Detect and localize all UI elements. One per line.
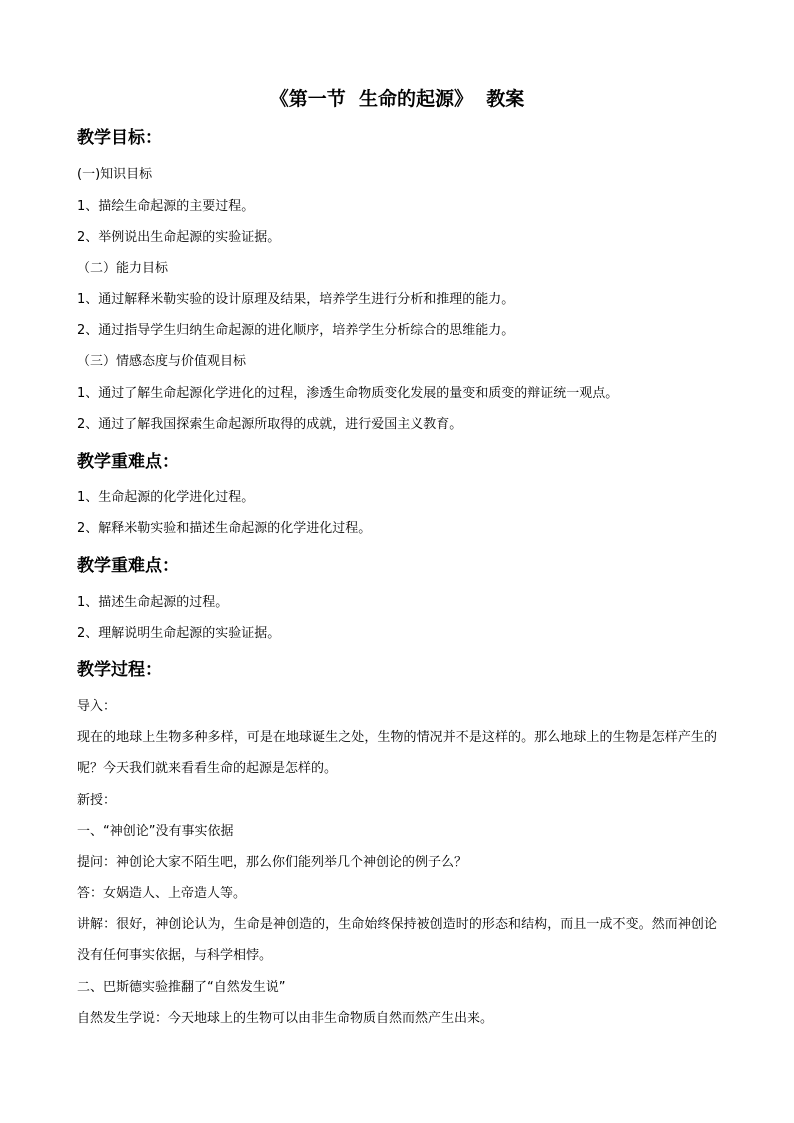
section-creationism: 一、“神创论”没有事实依据 — [77, 824, 234, 839]
explanation-paragraph: 讲解：很好，神创论认为，生命是神创造的，生命始终保持被创造时的形态和结构，而且一成不变。然而神创论没有任何事实依据，与科学相悖。 — [77, 917, 717, 963]
knowledge-goal-item: 1、描绘生命起源的主要过程。 — [77, 199, 255, 214]
heading-difficult-points: 教学重难点： — [77, 556, 179, 576]
question-paragraph: 提问：神创论大家不陌生吧，那么你们能列举几个神创论的例子么？ — [77, 855, 468, 870]
difficult-point-item: 2、理解说明生命起源的实验证据。 — [77, 626, 281, 641]
answer-paragraph: 答：女娲造人、上帝造人等。 — [77, 886, 247, 901]
intro-label: 导入： — [77, 699, 117, 714]
emotion-goal-item: 2、通过了解我国探索生命起源所取得的成就，进行爱国主义教育。 — [77, 417, 463, 432]
knowledge-goal-item: 2、举例说出生命起源的实验证据。 — [77, 230, 281, 245]
key-point-item: 2、解释米勒实验和描述生命起源的化学进化过程。 — [77, 521, 372, 536]
emotion-goal-item: 1、通过了解生命起源化学进化的过程，渗透生命物质变化发展的量变和质变的辩证统一观点。 — [77, 386, 619, 401]
section-pasteur-experiment: 二、巴斯德实验推翻了“自然发生说” — [77, 980, 286, 995]
ability-goal-item: 2、通过指导学生归纳生命起源的进化顺序，培养学生分析综合的思维能力。 — [77, 323, 515, 338]
document-title: 《第一节 生命的起源》 教案 — [269, 88, 525, 110]
knowledge-goals-label: (一)知识目标 — [77, 167, 153, 182]
key-point-item: 1、生命起源的化学进化过程。 — [77, 490, 255, 505]
heading-teaching-goals: 教学目标： — [77, 128, 162, 148]
ability-goals-label: （二）能力目标 — [77, 261, 169, 276]
new-lesson-label: 新授： — [77, 793, 117, 808]
ability-goal-item: 1、通过解释米勒实验的设计原理及结果，培养学生进行分析和推理的能力。 — [77, 292, 515, 307]
difficult-point-item: 1、描述生命起源的过程。 — [77, 595, 229, 610]
spontaneous-generation-paragraph: 自然发生学说：今天地球上的生物可以由非生命物质自然而然产生出来。 — [77, 1011, 494, 1026]
heading-key-points: 教学重难点： — [77, 452, 179, 472]
intro-paragraph: 现在的地球上生物多种多样，可是在地球诞生之处，生物的情况并不是这样的。那么地球上的生物是怎样产生的呢？今天我们就来看看生命的起源是怎样的。 — [77, 730, 717, 776]
heading-teaching-process: 教学过程： — [77, 660, 162, 680]
emotion-goals-label: （三）情感态度与价值观目标 — [77, 354, 247, 369]
